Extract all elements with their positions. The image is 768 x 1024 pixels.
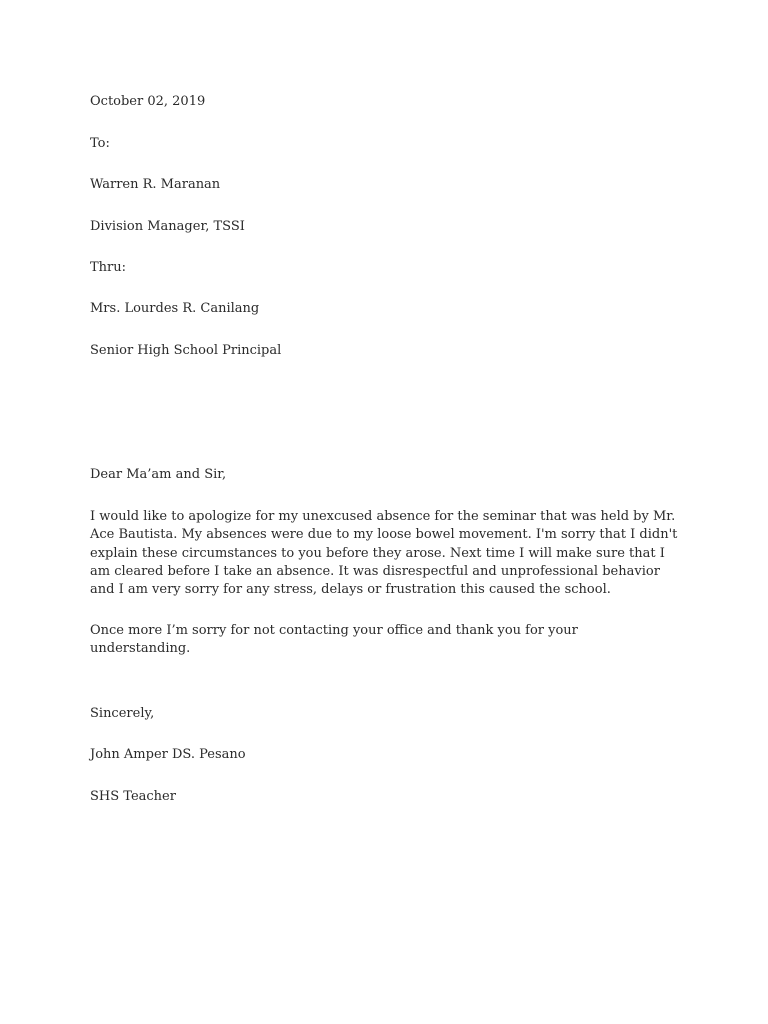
- body-paragraph-2: Once more I’m sorry for not contacting your office and thank you for your understanding.: [90, 623, 578, 657]
- recipient-name: Warren R. Maranan: [90, 177, 221, 192]
- closing: Sincerely,: [90, 706, 155, 721]
- letter-date: October 02, 2019: [90, 94, 206, 109]
- letter-page: [90, 0, 690, 1024]
- salutation: Dear Ma’am and Sir,: [90, 467, 227, 482]
- body-paragraph-1: I would like to apologize for my unexcused absence for the seminar that was held by Mr. Ace Bautista. My absences were due to my loose bowel movement. I'm sorry that I didn't explain these circumstances to you before they arose. Next time I will make sure that I am cleared before I take an absence. It was disrespectful and unprofessional behavior and I am very sorry for any stress, delays or frustration this caused the school.: [90, 509, 678, 598]
- thru-title: Senior High School Principal: [90, 343, 282, 358]
- thru-name: Mrs. Lourdes R. Canilang: [90, 301, 260, 316]
- signer-title: SHS Teacher: [90, 789, 176, 804]
- thru-label: Thru:: [90, 260, 127, 275]
- to-label: To:: [90, 136, 110, 151]
- recipient-title: Division Manager, TSSI: [90, 219, 245, 234]
- signer-name: John Amper DS. Pesano: [90, 747, 246, 762]
